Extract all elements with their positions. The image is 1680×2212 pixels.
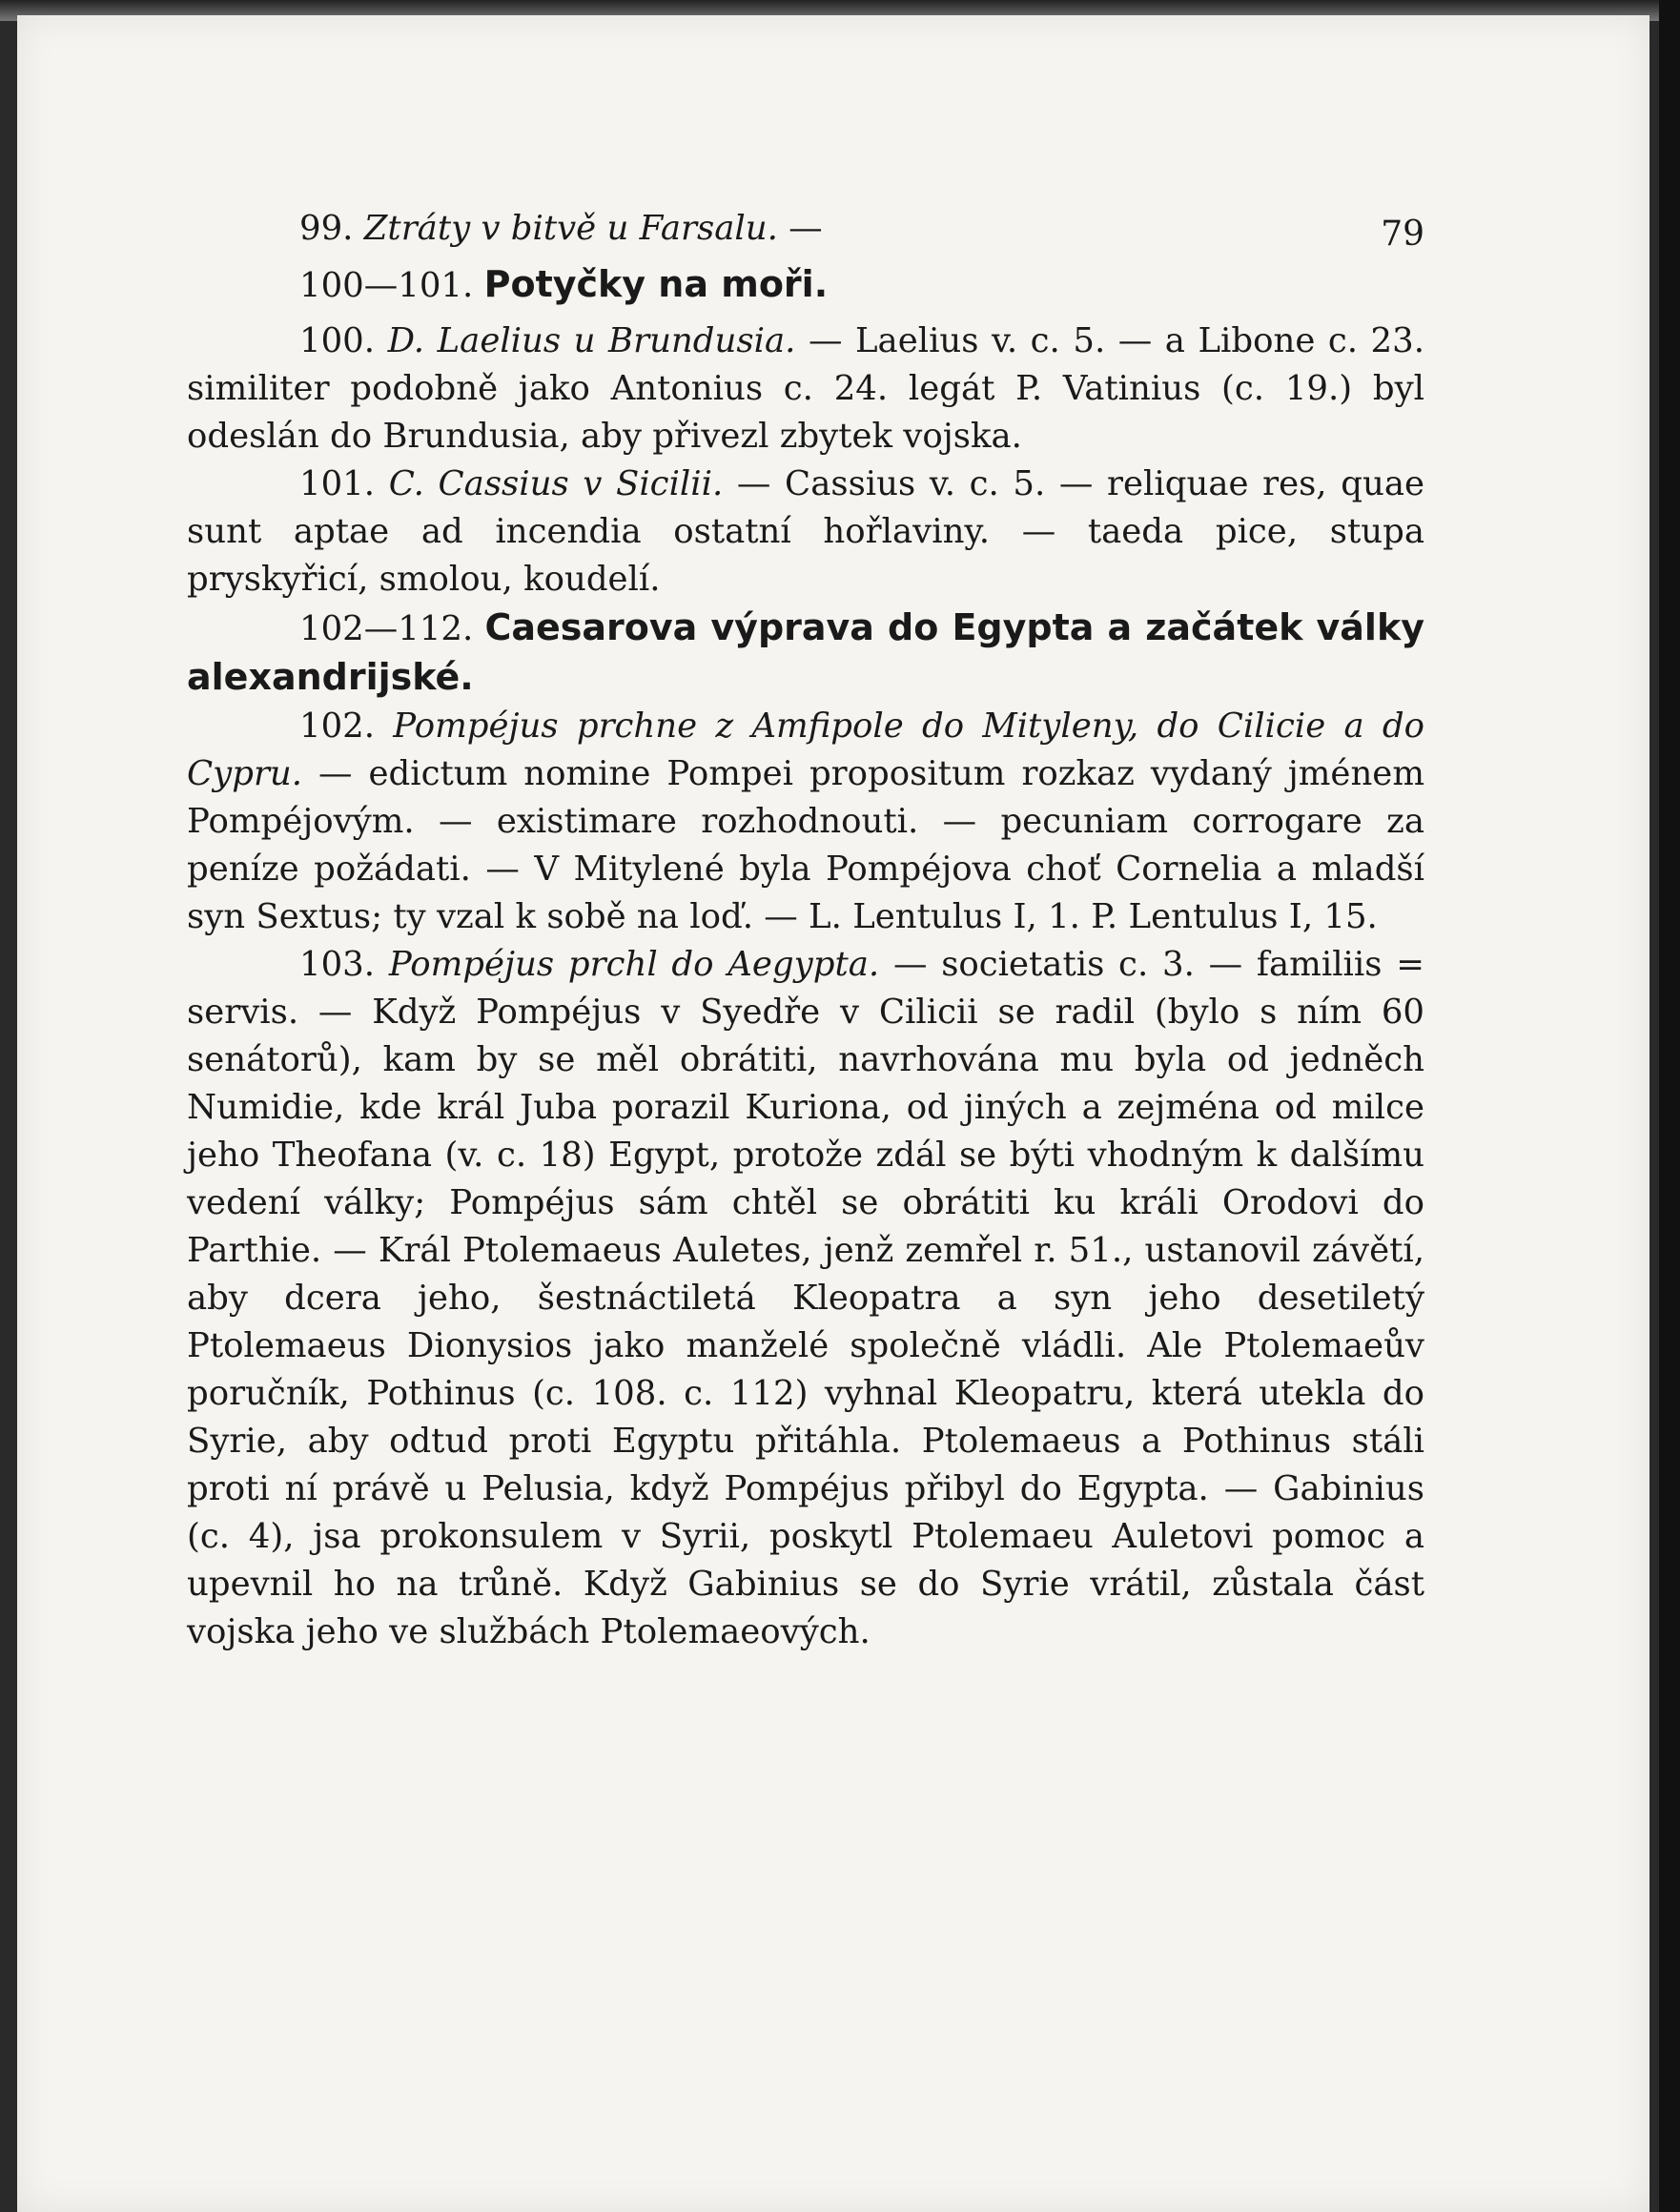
section-title: Pompéjus prchl do Aegypta.	[388, 945, 880, 984]
heading-100-101	[187, 260, 1424, 310]
paragraph-99	[187, 205, 1424, 253]
section-title: C. Cassius v Sicilii.	[388, 464, 724, 503]
paragraph-100	[187, 317, 1424, 461]
paragraph-103	[187, 941, 1424, 1656]
paragraph-101	[187, 461, 1424, 604]
section-number: 101.	[299, 464, 376, 503]
section-number: 100.	[299, 321, 376, 360]
scan-right-edge	[1659, 0, 1680, 2212]
heading-102-112	[187, 604, 1424, 703]
page-number: 79	[1381, 215, 1424, 254]
section-text: — Laelius v. c. 5. — a Libone c. 23. similiter podobně jako Antonius c. 24. legát P. Vatinius (c. 19.) byl odeslán do Brundusia, aby přivezl zbytek vojska.	[187, 321, 1424, 456]
section-heading: Caesarova výprava do Egypta a začátek války alexandrijské.	[187, 606, 1424, 698]
section-number: 103.	[299, 945, 376, 984]
section-title: D. Laelius u Brundusia.	[387, 321, 796, 360]
section-number: 99.	[299, 209, 354, 248]
section-heading: Potyčky na moři.	[483, 263, 829, 305]
section-number: 102—112.	[299, 609, 474, 648]
page-text	[187, 205, 1424, 1656]
section-text: — Cassius v. c. 5. — reliquae res, quae sunt aptae ad incendia ostatní hořlaviny. — taeda pice, stupa pryskyřicí, smolou, koudelí.	[187, 464, 1424, 599]
section-text: —	[789, 209, 823, 248]
section-number: 102.	[299, 707, 376, 746]
section-text: — edictum nomine Pompei propositum rozkaz vydaný jménem Pompéjovým. — existimare rozhodnouti. — pecuniam corrogare za peníze požádati. — V Mitylené byla Pompéjova choť Cornelia a mladší syn Sextus; ty vzal k sobě na loď. — L. Lentulus I, 1. P. Lentulus I, 15.	[187, 754, 1424, 936]
paragraph-102	[187, 703, 1424, 941]
section-title: Pompéjus prchne z Amfipole do Mityleny, do Cilicie a do Cypru.	[187, 707, 1424, 793]
section-text: — societatis c. 3. — familiis = servis. — Když Pompéjus v Syedře v Cilicii se radil (bylo s ním 60 senátorů), kam by se měl obrátiti, navrhována mu byla od jedněch Numidie, kde král Juba porazil Kuriona, od jiných a zejména od milce jeho Theofana (v. c. 18) Egypt, protože zdál se býti vhodným k dalšímu vedení války; Pompéjus sám chtěl se obrátiti ku králi Orodovi do Parthie. — Král Ptolemaeus Auletes, jenž zemřel r. 51., ustanovil závětí, aby dcera jeho, šestnáctiletá Kleopatra a syn jeho desetiletý Ptolemaeus Dionysios jako manželé společně vládli. Ale Ptolemaeův poručník, Pothinus (c. 108. c. 112) vyhnal Kleopatru, která utekla do Syrie, aby odtud proti Egyptu přitáhla. Ptolemaeus a Pothinus stáli proti ní právě u Pelusia, když Pompéjus přibyl do Egypta. — Gabinius (c. 4), jsa prokonsulem v Syrii, poskytl Ptolemaeu Auletovi pomoc a upevnil ho na trůně. Když Gabinius se do Syrie vrátil, zůstala část vojska jeho ve službách Ptolemaeových.	[187, 945, 1424, 1651]
section-number: 100—101.	[299, 266, 474, 305]
section-title: Ztráty v bitvě u Farsalu.	[363, 209, 778, 248]
